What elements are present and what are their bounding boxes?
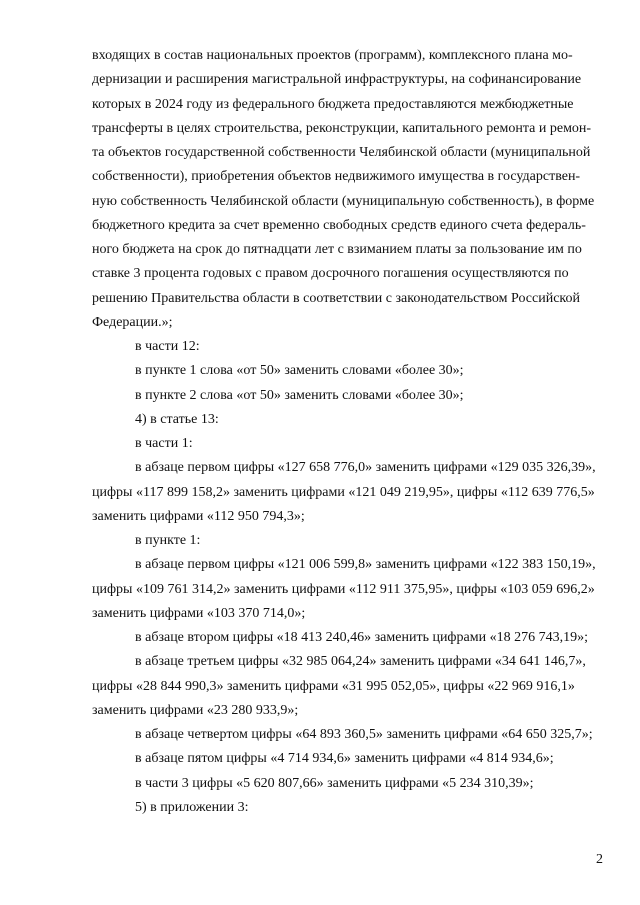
part-3-line: в части 3 цифры «5 620 807,66» заменить цифрами «5 234 310,39»; [135,775,534,791]
paragraph-third [92,650,605,723]
paragraph-line: цифры «117 899 158,2» заменить цифрами «121 049 219,95», цифры «112 639 776,5» [92,484,595,500]
item-1-part-12: в пункте 1 слова «от 50» заменить словами «более 30»; [135,363,464,379]
paragraph-line: ставке 3 процента годовых с правом досрочного погашения осуществляются по [92,266,569,282]
paragraph-line: которых в 2024 году из федерального бюджета предоставляются межбюджетные [92,96,574,112]
paragraph-line: ного бюджета на срок до пятнадцати лет с взиманием платы за пользование им по [92,242,582,257]
paragraph-line: в абзаце первом цифры «127 658 776,0» заменить цифрами «129 035 326,39», [135,460,596,476]
paragraph-line: дернизации и расширения магистральной инфраструктуры, на софинансирование [92,72,582,88]
paragraph-line: цифры «109 761 314,2» заменить цифрами «112 911 375,95», цифры «103 059 696,2» [92,581,595,597]
paragraph-line: бюджетного кредита за счет временно свободных средств единого счета федераль- [92,217,586,233]
paragraph-line: в абзаце третьем цифры «32 985 064,24» заменить цифрами «34 641 146,7», [135,654,586,670]
opening-paragraph [92,44,605,335]
paragraph-line: трансферты в целях строительства, реконструкции, капитального ремонта и ремон- [92,120,592,136]
item-2-part-12: в пункте 2 слова «от 50» заменить словами «более 30»; [135,387,464,403]
page-number: 2 [596,852,603,867]
paragraph-line: ную собственность Челябинской области (муниципальную собственность), в форме [92,193,595,209]
part-1-heading: в части 1: [135,436,193,451]
paragraph-second: в абзаце втором цифры «18 413 240,46» заменить цифрами «18 276 743,19»; [135,630,588,645]
item-1-heading: в пункте 1: [135,533,201,548]
paragraph-line: заменить цифрами «112 950 794,3»; [92,508,305,524]
paragraph-line: решению Правительства области в соответствии с законодательством Российской [92,290,581,306]
paragraph-line: заменить цифрами «23 280 933,9»; [92,702,299,718]
paragraph-line: Федерации.»; [92,314,173,330]
paragraph-fifth: в абзаце пятом цифры «4 714 934,6» заменить цифрами «4 814 934,6»; [135,751,554,767]
paragraph-first-part-1 [92,456,605,529]
paragraph-line: та объектов государственной собственности Челябинской области (муниципальной [92,145,591,160]
paragraph-line: в абзаце первом цифры «121 006 599,8» заменить цифрами «122 383 150,19», [135,557,596,573]
paragraph-line: входящих в состав национальных проектов (программ), комплексного плана мо- [92,48,573,63]
paragraph-line: собственности), приобретения объектов недвижимого имущества в государствен- [92,169,581,185]
paragraph-fourth: в абзаце четвертом цифры «64 893 360,5» заменить цифрами «64 650 325,7»; [135,727,593,742]
appendix-3-heading: 5) в приложении 3: [135,799,249,815]
paragraph-line: заменить цифрами «103 370 714,0»; [92,605,306,621]
article-13-heading: 4) в статье 13: [135,411,219,427]
paragraph-line: цифры «28 844 990,3» заменить цифрами «31 995 052,05», цифры «22 969 916,1» [92,678,575,694]
part-12-heading: в части 12: [135,339,200,354]
paragraph-first-item-1 [92,553,605,626]
document-body [92,44,605,820]
